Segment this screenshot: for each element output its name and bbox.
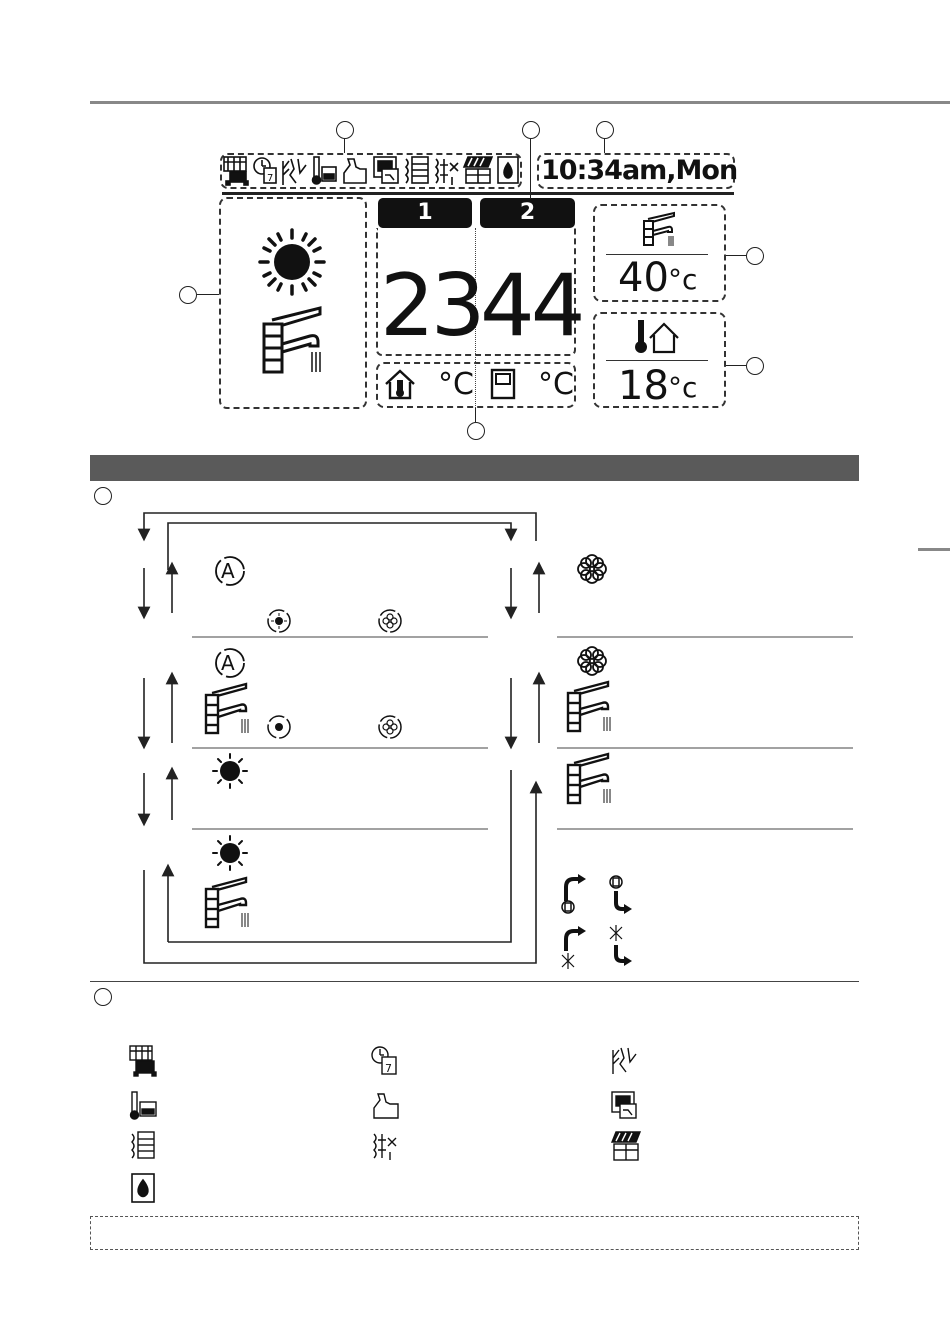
note-box [90,1216,859,1250]
page-tab-marker [918,548,950,551]
tap-icon [206,878,248,927]
callout-clock [596,121,614,139]
tank-tap-icon [640,212,680,248]
heat-to-fan-switch-icon [562,926,586,969]
holiday-timer-icon [372,1047,396,1075]
callout-outdoor-temp [746,357,764,375]
room-thermo-icon [384,368,416,400]
status-icons [222,155,520,187]
callout-zone [522,121,540,139]
outdoor-thermo-icon [632,318,684,356]
tap-icon [568,682,610,731]
heat-small-icon [268,610,290,632]
callout-status-icons [336,121,354,139]
tank-heater-icon [132,1132,154,1158]
leader-tank-temp [726,255,746,256]
leader-zone [530,139,531,199]
solar-panel-icon [612,1132,640,1160]
quiet-icon [613,1048,636,1074]
tap-icon [206,684,248,733]
leader-clock [604,139,605,153]
quiet-icon [283,159,306,185]
auto-icon [216,557,244,585]
boiler-icon [132,1174,154,1202]
leader-sensor [475,408,476,422]
callout-mode [179,286,197,304]
outdoor-temp-unit: °c [668,371,698,404]
solar-icon [374,157,398,183]
callout-sensor [467,422,485,440]
auto-icon [216,649,244,677]
fan-to-heat-switch-icon [610,925,632,966]
defrost-icon [436,159,458,185]
heat-small-icon [268,716,290,738]
svg-text:7: 7 [267,173,274,184]
clock-display: 10:34am,Mon [541,155,738,186]
svg-text:7: 7 [385,1062,392,1075]
tank-temp-value: 40 [618,255,669,301]
sun-icon [256,226,328,298]
tank-heater-icon [406,157,428,183]
cool-icon [578,647,606,675]
sun-icon [213,754,247,788]
top-rule [90,101,950,104]
powerful-icon [374,1094,398,1118]
section-header-bar [90,455,859,481]
svg-text:A: A [221,559,235,583]
weekly-timer-icon [130,1046,156,1076]
boiler-icon [498,157,518,183]
cool-icon [578,555,606,583]
room-sensor-icon [490,368,516,400]
outdoor-separator [606,360,708,361]
outdoor-temp-value: 18 [618,363,669,409]
zone2-unit: °C [538,367,574,402]
cool-small-icon [379,610,401,632]
heater-icon [313,157,337,184]
zone1-temp: 23 [380,256,482,356]
callout-status-icons-section [94,988,112,1006]
mode-cycle-diagram [130,505,860,975]
leader-status-icons [344,139,345,153]
solar-icon [612,1092,636,1118]
status-divider [222,192,734,195]
tap-icon [568,754,610,803]
zone1-unit: °C [438,367,474,402]
leader-mode [197,294,219,295]
callout-mode-section [94,487,112,505]
zone1-tag: 1 [378,198,472,228]
cool-small-icon [379,716,401,738]
defrost-icon [374,1134,396,1160]
holiday-timer-icon [254,158,276,184]
heat-to-cool-switch-icon [562,874,586,913]
weekly-timer-icon [224,157,248,185]
status-icons-legend [128,1044,648,1204]
svg-text:A: A [221,651,235,675]
section-rule [90,981,859,982]
zone2-tag: 2 [480,198,575,228]
zone2-temp: 44 [480,256,582,356]
sun-icon [213,836,247,870]
cool-to-heat-switch-icon [610,876,632,914]
tank-temp-unit: °c [668,263,698,296]
tap-icon [258,306,330,376]
solar-panel-icon [464,157,492,183]
leader-outdoor-temp [726,365,746,366]
heater-icon [131,1092,157,1119]
callout-tank-temp [746,247,764,265]
powerful-icon [344,159,366,183]
